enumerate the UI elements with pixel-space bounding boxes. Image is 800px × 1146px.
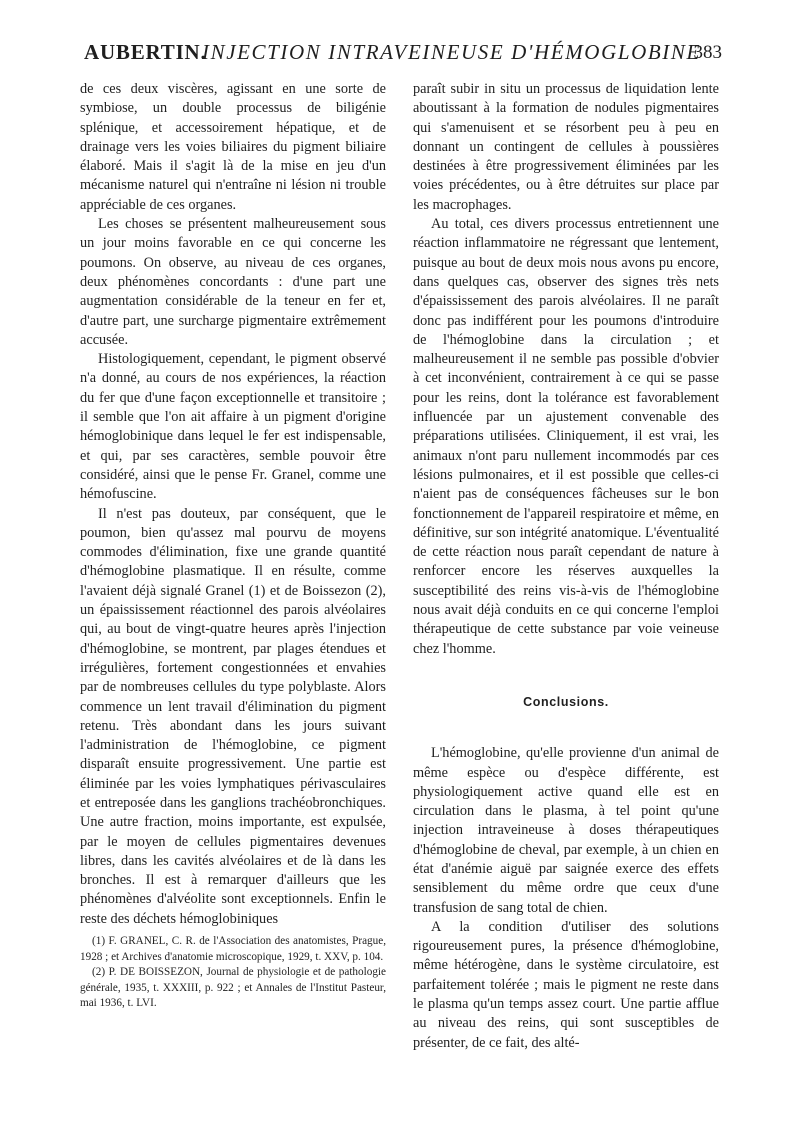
paragraph: L'hémoglobine, qu'elle provienne d'un animal de même espèce ou d'espèce différente, est physiologiquement active quand elle est en circulation dans le plasma, à tel point qu'une injection intraveineuse à doses thérapeutiques d'hémoglobine de cheval, par exemple, à un chien en état d'anémie aiguë par saignée exerce des effets sensiblement du même ordre que ceux d'une transfusion de sang total de chien. [413,745,719,916]
paragraph: paraît subir in situ un processus de liquidation lente aboutissant à la formation de nodules pigmentaires qui s'amenuisent et se résorbent peu à peu en donnant un contingent de cellules à poussières destinées à être progressivement éliminées par les voies précédentes, ou à être détruites sur place par les macrophages. [413,81,719,213]
paragraph: Au total, ces divers processus entretiennent une réaction inflammatoire ne régressant que lentement, puisque au bout de deux mois nous avons pu encore, dans quelques cas, observer des signes très nets d'épaississement des parois alvéolaires. Il ne paraît donc pas indifférent pour les poumons d'introduire de l'hémoglobine dans la circulation ; et malheureusement il ne semble pas possible d'obvier à cet inconvénient, contrairement à ce qui se passe pour les reins, dont la tolérance est favorablement influencée par un ajustement convenable des préparations utilisées. Cliniquement, il est vrai, les animaux n'ont paru nullement incommodés par ces lésions pulmonaires, et il est possible que celles-ci n'aient pas de conséquences fâcheuses sur le bon fonctionnement de l'appareil respiratoire et même, en définitive, sur son intégrité anatomique. L'éventualité de cette réaction nous paraît cependant de nature à renforcer encore les réserves auxquelles la susceptibilité des reins vis-à-vis de l'hémoglobine nous avait déjà conduits en ce qui concerne l'emploi thérapeutique de cette substance par voie veineuse chez l'homme. [413,216,719,657]
header-title: INJECTION INTRAVEINEUSE D'HÉMOGLOBINE [202,40,701,64]
right-column [413,80,719,1053]
footnote-2: (2) P. DE BOISSEZON, Journal de physiologie et de pathologie générale, 1935, t. XXXIII, p. 922 ; et Annales de l'Institut Pasteur, mai 1936, t. LVI. [80,966,386,1010]
left-column [80,80,386,929]
running-header [84,40,724,72]
footnote-1: (1) F. GRANEL, C. R. de l'Association des anatomistes, Prague, 1928 ; et Archives d'anatomie microscopique, 1929, t. XXV, p. 104. [80,935,386,963]
paragraph: A la condition d'utiliser des solutions rigoureusement pures, la présence d'hémoglobine, même hétérogène, dans le système circulatoire, est parfaitement tolérée ; mais le pigment ne reste dans le plasma qu'un temps assez court. Une partie afflue au niveau des reins, qui sont susceptibles de présenter, de ce fait, des alté- [413,918,719,1051]
paragraph: de ces deux viscères, agissant en une sorte de symbiose, un double processus de biligénie splénique, et accessoirement hépatique, et de drainage vers les voies biliaires du pigment biliaire élaboré. Mais il s'agit là de la mise en jeu d'un mécanisme naturel qui n'entraîne ni lésion ni trouble appréciable de ces organes. [80,81,386,213]
page-number: 383 [693,42,722,63]
footnotes [80,934,386,1012]
paragraph: Histologiquement, cependant, le pigment observé n'a donné, au cours de nos expériences, la réaction du fer que d'une façon exceptionnelle et transitoire ; il semble que l'on ait affaire à un pigment d'origine hémoglobinique dans lequel le fer est indispensable, et qui, par ses caractères, semble pouvoir être considéré, ainsi que le pense Fr. Granel, comme une hémofuscine. [80,351,386,503]
header-author: AUBERTIN. [84,40,207,64]
paragraph: Il n'est pas douteux, par conséquent, que le poumon, bien qu'assez mal pourvu de moyens commodes d'élimination, fixe une grande quantité d'hémoglobine plasmatique. Il en résulte, comme l'avaient déjà signalé Granel (1) et de Boissezon (2), un épaississement réactionnel des parois alvéolaires qui, au bout de vingt-quatre heures après l'injection d'hémoglobine, se montrent, par plages étendues et irrégulières, fortement congestionnées et envahies par de nombreuses cellules du type polyblaste. Alors commence un lent travail d'élimination du pigment retenu. Très abondant dans les jours suivant l'administration de l'hémoglobine, ce pigment disparaît ensuite progressivement. Une partie est éliminée par les voies lymphatiques périvasculaires et entreposée dans les ganglions trachéobronchiques. Une autre fraction, moins importante, est expulsée, par le moyen de cellules pigmentaires devenues libres, dans les cavités alvéolaires et de là dans les bronches. Il est à remarquer d'ailleurs que les phénomènes d'alvéolite sont exceptionnels. Enfin le reste des déchets hémoglobiniques [80,505,386,927]
section-heading-conclusions: Conclusions. [523,694,609,709]
paragraph: Les choses se présentent malheureusement sous un jour moins favorable en ce qui concerne les poumons. On observe, au niveau de ces organes, deux phénomènes concordants : d'une part une augmentation considérable de la teneur en fer et, d'autre part, une surcharge pigmentaire extrêmement accusée. [80,216,386,348]
